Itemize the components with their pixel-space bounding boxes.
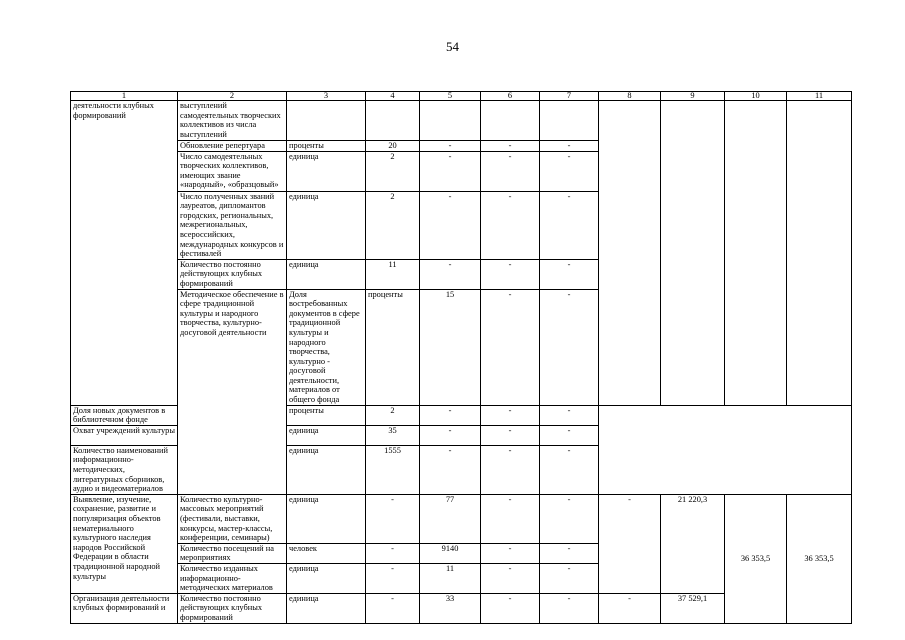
indicator-cell: Количество постоянно действующих клубных формирований (178, 593, 287, 623)
value-cell: 35 (366, 425, 420, 445)
finance-cell (661, 101, 725, 406)
header-cell: 1 (71, 92, 178, 101)
unit-cell: человек (287, 543, 366, 563)
indicator-cell: Количество культурно-массовых мероприятий (фестивали, выставки, конкурсы, мастер-классы, конференции, семинары) (178, 494, 287, 543)
value-cell: - (481, 425, 540, 445)
header-cell: 4 (366, 92, 420, 101)
value-cell: - (540, 191, 599, 259)
value-cell: - (540, 425, 599, 445)
header-cell: 9 (661, 92, 725, 101)
value-cell: - (540, 141, 599, 152)
value-cell: - (540, 543, 599, 563)
value-cell: - (481, 259, 540, 289)
value-cell: - (366, 494, 420, 543)
header-cell: 2 (178, 92, 287, 101)
value-cell: 77 (420, 494, 481, 543)
indicator-cell: Количество изданных информационно-методических материалов (178, 564, 287, 594)
header-cell: 10 (725, 92, 787, 101)
value-cell: - (481, 289, 540, 405)
unit-cell: единица (287, 425, 366, 445)
indicator-cell: Доля востребованных документов в сфере традиционной культуры и народного творчества, культурно - досуговой деятельности, материалов от общего фонда (287, 289, 366, 405)
value-cell: - (420, 141, 481, 152)
unit-cell: единица (287, 191, 366, 259)
value-cell: - (420, 259, 481, 289)
value-cell (481, 101, 540, 141)
header-row (71, 92, 852, 101)
value-cell: - (540, 151, 599, 191)
unit-cell: единица (287, 445, 366, 494)
indicator-cell: выступлений самодеятельных творческих коллективов из числа выступлений (178, 101, 287, 141)
value-cell: 20 (366, 141, 420, 152)
value-cell: - (420, 425, 481, 445)
unit-cell: единица (287, 593, 366, 623)
group-cell: Методическое обеспечение в сфере традиционной культуры и народного творчества, культурно-досуговой деятельности (178, 289, 287, 494)
value-cell: - (540, 445, 599, 494)
value-cell: - (540, 564, 599, 594)
value-cell: 33 (420, 593, 481, 623)
table-row (71, 494, 852, 543)
header-cell: 3 (287, 92, 366, 101)
value-cell: 11 (420, 564, 481, 594)
header-cell: 8 (599, 92, 661, 101)
value-cell: - (481, 543, 540, 563)
table-row (71, 101, 852, 141)
unit-cell: единица (287, 259, 366, 289)
indicator-cell: Доля новых документов в библиотечном фонде (71, 405, 178, 425)
header-cell: 5 (420, 92, 481, 101)
unit-cell: единица (287, 151, 366, 191)
indicator-cell: Число полученных званий лауреатов, дипломантов городских, региональных, межрегиональных, всероссийских, международных конкурсов и фестивалей (178, 191, 287, 259)
unit-cell: проценты (287, 141, 366, 152)
value-cell: - (481, 494, 540, 543)
finance-cell (787, 101, 852, 406)
finance-cell (599, 101, 661, 406)
total-value: 36 353,5 (740, 554, 771, 564)
total-value: 36 353,5 (804, 554, 834, 564)
finance-cell: 21 220,3 (661, 494, 725, 593)
indicator-cell: Число самодеятельных творческих коллективов, имеющих звание «народный», «образцовый» (178, 151, 287, 191)
value-cell: - (481, 564, 540, 594)
group-cell: Организация деятельности клубных формирований и (71, 593, 178, 623)
indicator-cell: Охват учреждений культуры (71, 425, 178, 445)
value-cell: - (481, 405, 540, 425)
page-number: 54 (446, 39, 459, 54)
finance-cell: - (599, 593, 661, 623)
value-cell: - (540, 289, 599, 405)
value-cell: - (540, 593, 599, 623)
indicator-cell: Обновление репертуара (178, 141, 287, 152)
value-cell (540, 101, 599, 141)
value-cell: 15 (420, 289, 481, 405)
value-cell: - (481, 151, 540, 191)
unit-cell: единица (287, 494, 366, 543)
unit-cell (287, 101, 366, 141)
group-cell: Выявление, изучение, сохранение, развитие и популяризация объектов нематериального культурного наследия народов Российской Федерации в области традиционной народной культуры (71, 494, 178, 593)
value-cell: 2 (366, 191, 420, 259)
value-cell: - (366, 543, 420, 563)
unit-cell: проценты (287, 405, 366, 425)
finance-cell: 37 529,1 (661, 593, 725, 623)
indicator-cell: Количество посещений на мероприятиях (178, 543, 287, 563)
value-cell: - (540, 405, 599, 425)
value-cell: - (420, 405, 481, 425)
value-cell: - (481, 593, 540, 623)
value-cell: 11 (366, 259, 420, 289)
group-cell: деятельности клубных формирований (71, 101, 178, 406)
indicator-cell: Количество наименований информационно-методических, литературных сборников, аудио и видеоматериалов (71, 445, 178, 494)
indicator-cell: Количество постоянно действующих клубных формирований (178, 259, 287, 289)
value-cell: - (420, 191, 481, 259)
finance-cell (725, 101, 787, 406)
value-cell: - (540, 494, 599, 543)
value-cell: 2 (366, 151, 420, 191)
value-cell: - (420, 151, 481, 191)
unit-cell: единица (287, 564, 366, 594)
data-table (70, 91, 852, 624)
value-cell: - (366, 564, 420, 594)
value-cell: - (481, 141, 540, 152)
finance-cell: - (599, 494, 661, 593)
value-cell: - (481, 191, 540, 259)
value-cell: - (366, 593, 420, 623)
header-cell: 7 (540, 92, 599, 101)
value-cell: - (420, 445, 481, 494)
unit-cell: проценты (366, 289, 420, 405)
value-cell: 2 (366, 405, 420, 425)
header-cell: 11 (787, 92, 852, 101)
header-cell: 6 (481, 92, 540, 101)
value-cell: 1555 (366, 445, 420, 494)
value-cell: 9140 (420, 543, 481, 563)
value-cell: - (540, 259, 599, 289)
total-cell (787, 494, 852, 623)
value-cell (366, 101, 420, 141)
total-cell (725, 494, 787, 623)
value-cell: - (481, 445, 540, 494)
value-cell (420, 101, 481, 141)
